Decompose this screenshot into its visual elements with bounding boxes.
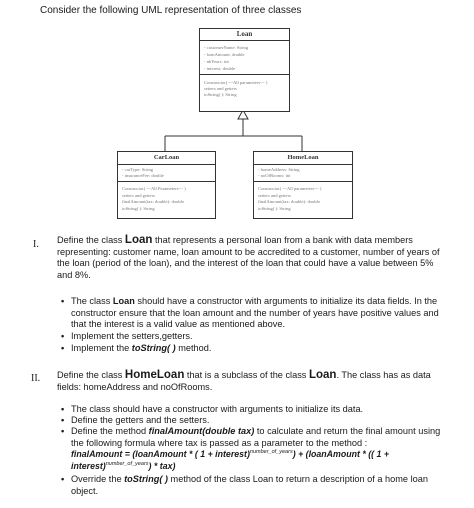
part1-numeral: I.	[33, 239, 39, 250]
method: setters and getters	[122, 192, 155, 198]
text: Define the class	[57, 370, 125, 380]
bullet-icon: •	[61, 404, 65, 414]
bullet-icon: •	[61, 415, 65, 425]
formula-exponent: number_of_years	[249, 449, 293, 456]
method-name-ref: finalAmount(double tax)	[148, 426, 255, 436]
formula-term: = (loanAmount * ( 1 + interest)	[122, 449, 250, 460]
text: constructor ensure that the loan amount and the number of years have positive values and	[71, 307, 439, 318]
formula-exponent: number_of_years	[105, 460, 149, 467]
bullet-icon: •	[61, 343, 65, 353]
class-box-carloan	[117, 151, 216, 219]
attribute: - insuranceFee: double	[122, 173, 164, 178]
part2-description	[57, 370, 462, 393]
text: the following formula where tax is passed as a parameter to the method :	[71, 437, 368, 448]
methods-loan	[200, 75, 289, 111]
text: method of the class Loan to return a description of a home loan	[168, 474, 428, 484]
text: that the interest is a valid value as mentioned above.	[71, 319, 285, 330]
attribute: - carType: String	[122, 167, 154, 172]
part1-bullet-2	[61, 331, 193, 343]
formula-term: finalAmount	[71, 449, 123, 460]
text: to calculate and return the final amount using	[254, 426, 441, 436]
text: that is a subclass of the class	[184, 370, 309, 380]
attribute: - homeAddress: String	[258, 167, 300, 172]
formula-line-1	[71, 449, 466, 461]
intro-text: Consider the following UML representation of three classes	[40, 5, 302, 16]
bullet-icon: •	[61, 426, 65, 436]
text: and 8%.	[57, 269, 91, 280]
class-name-loan-ref: Loan	[112, 296, 135, 306]
method: finalAmount(tax: double): double	[258, 199, 321, 204]
part2-bullet-1	[61, 404, 364, 416]
text: representing: customer name, loan amount to be accredited to a customer, number of years of	[57, 246, 440, 257]
text: object.	[71, 485, 99, 496]
bullet-icon: •	[61, 331, 65, 341]
class-name-homeloan-ref: HomeLoan	[124, 369, 185, 381]
attribute: - interest: double	[204, 66, 236, 71]
methods-carloan	[118, 182, 215, 217]
part1-bullet-3	[61, 343, 212, 355]
text: Implement the	[71, 343, 132, 353]
method: finalAmount(tax: double): double	[122, 199, 185, 204]
method: Constructor( ---All Parameters--- )	[122, 186, 186, 191]
method: setters and getters	[258, 192, 291, 198]
text: . The class has as data	[336, 370, 431, 380]
attribute: - nbYears: int	[204, 59, 229, 64]
attribute: - customerName: String	[204, 45, 249, 50]
method: toString( ): String	[258, 205, 291, 211]
class-name-carloan: CarLoan	[118, 152, 215, 165]
text: fields: homeAddress and noOfRooms.	[57, 381, 213, 392]
method: toString( ): String	[204, 92, 237, 97]
formula-line-2	[71, 461, 466, 473]
formula-term: interest)	[71, 460, 106, 471]
text: The class	[71, 296, 113, 306]
class-name-loan-ref: Loan	[124, 234, 153, 246]
attributes-carloan	[118, 165, 215, 182]
bullet-icon: •	[61, 474, 65, 484]
class-name-homeloan: HomeLoan	[254, 152, 352, 165]
text: The class should have a constructor with arguments to initialize its data.	[71, 404, 364, 414]
method: setters and getters	[204, 86, 237, 91]
class-box-loan	[199, 28, 290, 112]
method: Constructor( ---All parameters--- )	[258, 186, 322, 191]
text: Implement the setters,getters.	[71, 331, 193, 341]
method-name-ref: toString( )	[131, 343, 176, 353]
text: the loan (period of the loan), and the interest of the loan that could have a value between 5%	[57, 258, 434, 269]
part2-bullet-2	[61, 415, 210, 427]
text: that represents a personal loan from a bank with data members	[152, 235, 413, 245]
method: Constructor( ---All parameters--- )	[204, 80, 268, 85]
part1-description	[57, 235, 462, 281]
text: method.	[175, 343, 212, 353]
method-name-ref: toString( )	[124, 474, 168, 484]
text: Define the class	[57, 235, 125, 245]
text: Define the getters and the setters.	[71, 415, 210, 425]
bullet-icon: •	[61, 296, 65, 306]
attributes-homeloan	[254, 165, 352, 182]
formula-term: ) + (loanAmount * (( 1 +	[292, 449, 389, 460]
text: should have a constructor with arguments to initialize its data fields. In the	[134, 296, 438, 306]
part1-bullet-1	[61, 296, 466, 331]
part2-bullet-3	[61, 426, 466, 472]
method: toString( ): String	[122, 205, 155, 211]
class-name-loan-ref: Loan	[308, 369, 337, 381]
class-name-loan: Loan	[200, 29, 289, 41]
attribute: - noOfRooms: int	[258, 173, 291, 178]
attribute: - loanAmount: double	[204, 52, 245, 57]
uml-diagram	[0, 0, 474, 225]
formula-term: ) * tax)	[148, 460, 176, 471]
class-box-homeloan	[253, 151, 353, 219]
text: Define the method	[71, 426, 149, 436]
methods-homeloan	[254, 182, 352, 217]
attributes-loan	[200, 41, 289, 75]
part2-numeral: II.	[31, 373, 41, 384]
text: Override the	[71, 474, 125, 484]
part2-bullet-4	[61, 474, 466, 497]
